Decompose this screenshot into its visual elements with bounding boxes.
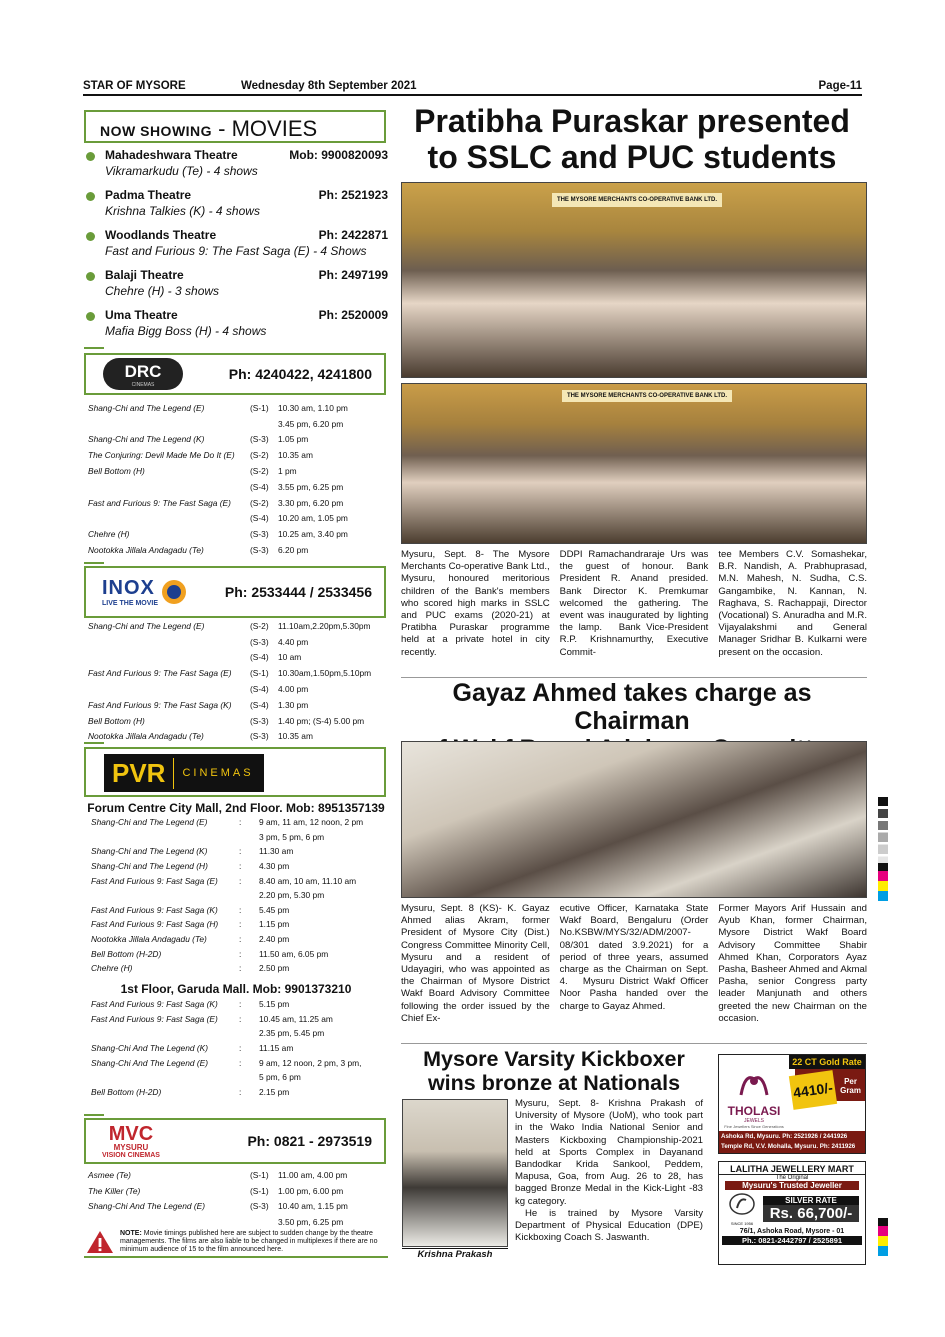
schedule-row (88, 479, 388, 495)
schedule-row (88, 650, 388, 666)
schedule-row (88, 1199, 388, 1215)
divider (401, 1043, 867, 1044)
schedule-row (88, 416, 388, 432)
schedule-row (88, 634, 388, 650)
film-title: The Killer (Te) (88, 1185, 141, 1196)
screen: (S-3) (250, 731, 269, 742)
showtimes: 2.40 pm (259, 934, 290, 945)
schedule-row (88, 400, 388, 416)
showtimes: 10.45 am, 11.25 am (259, 1013, 333, 1024)
schedule-row (88, 713, 388, 729)
screen: : (239, 948, 242, 959)
schedule-row (88, 665, 388, 681)
screen: : (239, 861, 242, 872)
film-title: Fast And Furious 9: Fast Saga (E) (91, 1013, 218, 1024)
showtimes: 1.15 pm (259, 919, 290, 930)
page-number: Page-11 (818, 80, 862, 92)
film-title: Shang-Chi and The Legend (E) (91, 817, 208, 828)
film-title: Fast And Furious 9: Fast Saga (E) (91, 875, 218, 886)
now-showing-banner: NOW SHOWING - MOVIES (84, 110, 386, 143)
showtimes: 2.50 pm (259, 963, 290, 974)
film-title: Fast And Furious 9: The Fast Saga (K) (88, 699, 232, 710)
showtimes: 10.30am,1.50pm,5.10pm (278, 668, 372, 679)
svg-text:DRC: DRC (124, 362, 162, 381)
showtimes: 3.30 pm, 6.20 pm (278, 497, 344, 508)
showtimes: 9 am, 12 noon, 2 pm, 3 pm, (259, 1057, 362, 1068)
showtimes: 11.10am,2.20pm,5.30pm (278, 620, 371, 631)
film-title: Shang-Chi and The Legend (E) (88, 620, 205, 631)
showtimes: 11.30 am (259, 846, 294, 857)
inox-logo: INOX LIVE THE MOVIE (102, 577, 187, 607)
screen: (S-2) (250, 620, 269, 631)
inox-globe-icon (161, 579, 187, 605)
theatre-row (105, 148, 388, 162)
film-title: Fast And Furious 9: Fast Saga (K) (91, 904, 218, 915)
film-title: Shang-Chi and The Legend (K) (91, 846, 208, 857)
schedule-row (91, 1085, 391, 1100)
schedule-row (88, 1167, 388, 1183)
theatre-show: Vikramarkudu (Te) - 4 shows (105, 164, 258, 178)
theatre-row (105, 228, 388, 242)
showtimes: 10.25 am, 3.40 pm (278, 529, 348, 540)
schedule-row (88, 729, 388, 745)
screen: (S-4) (250, 699, 269, 710)
screen: (S-4) (250, 513, 269, 524)
showtimes: 3.55 pm, 6.25 pm (278, 481, 344, 492)
theatre-row (105, 268, 388, 282)
showtimes: 2.20 pm, 5.30 pm (259, 890, 325, 901)
film-title: Fast And Furious 9: Fast Saga (H) (91, 919, 219, 930)
film-title: Fast and Furious 9: The Fast Saga (E) (88, 497, 231, 508)
screen: (S-2) (250, 450, 269, 461)
divider (84, 562, 104, 564)
theatre-row (105, 308, 388, 322)
theatre-show: Krishna Talkies (K) - 4 shows (105, 204, 260, 218)
screen: (S-3) (250, 545, 269, 556)
pvr-forum-schedule (91, 815, 391, 976)
story1-headline: Pratibha Puraskar presented to SSLC and PUC students (414, 103, 850, 175)
story3-headline: Mysore Varsity Kickboxer wins bronze at Nationals (423, 1047, 685, 1096)
screen: : (239, 963, 242, 974)
chairman-photo (401, 741, 867, 898)
drc-banner (84, 353, 386, 395)
mvc-logo: MVC MYSURU VISION CINEMAS (102, 1122, 160, 1159)
showtimes: 10.35 am (278, 731, 313, 742)
schedule-row (91, 1070, 391, 1085)
theatre-name: Padma Theatre (105, 188, 192, 202)
theatre-name: Balaji Theatre (105, 268, 184, 282)
schedule-row (88, 495, 388, 511)
film-title: Shang-Chi And The Legend (E) (91, 1057, 209, 1068)
film-title: Shang-Chi and The Legend (E) (88, 402, 205, 413)
pvr-garuda-schedule (91, 997, 391, 1099)
screen: (S-1) (250, 1185, 269, 1196)
theatre-item (84, 228, 388, 268)
film-title: Nootokka Jillala Andagadu (Te) (91, 934, 207, 945)
theatre-item (84, 308, 388, 348)
schedule-row (91, 917, 391, 932)
theatre-phone: Ph: 2497199 (318, 268, 388, 282)
showtimes: 9 am, 11 am, 12 noon, 2 pm (259, 817, 364, 828)
theatre-show: Mafia Bigg Boss (H) - 4 shows (105, 324, 267, 338)
film-title: Chehre (H) (91, 963, 133, 974)
screen: (S-1) (250, 668, 269, 679)
showtimes: 1.05 pm (278, 434, 309, 445)
schedule-row (88, 542, 388, 558)
film-title: Shang-Chi and The Legend (H) (91, 861, 208, 872)
theatre-phone: Ph: 2521923 (318, 188, 388, 202)
registration-marks (878, 1218, 888, 1256)
schedule-row (91, 932, 391, 947)
schedule-row (88, 618, 388, 634)
screen: : (239, 846, 242, 857)
showtimes: 5.45 pm (259, 904, 290, 915)
schedule-row (88, 511, 388, 527)
film-title: Bell Bottom (H-2D) (91, 948, 162, 959)
theatre-phone: Ph: 2520009 (318, 308, 388, 322)
screen: : (239, 875, 242, 886)
film-title: Nootokka Jillala Andagadu (Te) (88, 545, 204, 556)
theatre-name: Uma Theatre (105, 308, 178, 322)
lalitha-silver-ad: LALITHA JEWELLERY MART The Original Mysuru's Trusted Jeweller SINCE 1956 SILVER RATE Rs. 66,700/- 76/1, Ashoka Road, Mysore - 01 Ph.: 0821-2442797 / 2525891 (718, 1161, 866, 1265)
showtimes: 11.50 am, 6.05 pm (259, 948, 329, 959)
theatre-list (84, 148, 388, 348)
photo-caption: Krishna Prakash (402, 1248, 508, 1260)
schedule-row (91, 859, 391, 874)
newspaper-name: STAR OF MYSORE (83, 80, 186, 92)
screen: : (239, 999, 242, 1010)
divider (84, 1114, 104, 1116)
schedule-row (91, 1055, 391, 1070)
theatre-item (84, 268, 388, 308)
showtimes: 1 pm (278, 466, 297, 477)
showtimes: 4.40 pm (278, 636, 309, 647)
film-title: Bell Bottom (H-2D) (91, 1086, 162, 1097)
screen: (S-1) (250, 402, 269, 413)
showtimes: 5.15 pm (259, 999, 290, 1010)
theatre-name: Woodlands Theatre (105, 228, 217, 242)
inox-phone: Ph: 2533444 / 2533456 (224, 584, 372, 600)
screen: : (239, 919, 242, 930)
warning-icon (86, 1230, 114, 1254)
kickboxer-photo (402, 1099, 508, 1247)
screen: (S-3) (250, 529, 269, 540)
showtimes: 1.30 pm (278, 699, 309, 710)
theatre-phone: Ph: 2422871 (318, 228, 388, 242)
story1-body: Mysuru, Sept. 8- The Mysore Merchants Co-operative Bank Ltd., Mysuru, honoured meritorious children of the Bank's members who scored high marks in SSLC and PUC exams (2020-21) at Pratibha Puraskar programme held at a private hotel in city recently. DDPI Ramachandraraje Urs was the guest of honour. Bank President R. Anand presided. Bank Director K. Premkumar welcomed the gathering. The event was inaugurated by lighting the lamp. Bank Vice-President R.P. Krishnamurthy, Executive Commit- tee Members C.V. Somashekar, B.R. Nandish, A. Prabhuprasad, M.N. Mahesh, N. Sudha, C.S. Gangambike, N. Kannan, N. Raghava, S. Rachappaji, Director (Vocational) S. Anuradha and M.R. Vijayalakshmi and General Manager Sridhar B. Kulkarni were present on the occasion. (401, 549, 868, 658)
showtimes: 5 pm, 6 pm (259, 1072, 301, 1083)
screen: (S-3) (250, 1201, 269, 1212)
theatre-name: Mahadeshwara Theatre (105, 148, 238, 162)
schedule-row (91, 1026, 391, 1041)
showtimes: 10.40 am, 1.15 pm (278, 1201, 348, 1212)
story3-body: Mysuru, Sept. 8- Krishna Prakash of University of Mysore (UoM), who took part in the Wako India National Senior and Masters Kickboxing Championship-2021 held at Sports Complex in Dayanand Bandodkar Krida Sankool, Peddem, Mapusa, Goa, from Aug. 26 to 28, has bagged Bronze Medal in the Kick-Light -83 kg category. He is trained by Mysore Varsity Department of Physical Education (DPE) Kickboxing Coach S. Jaswanth. (515, 1098, 703, 1244)
showtimes: 10.20 am, 1.05 pm (278, 513, 348, 524)
theatre-show: Chehre (H) - 3 shows (105, 284, 220, 298)
award-photo-1: THE MYSORE MERCHANTS CO-OPERATIVE BANK LTD. (401, 182, 867, 378)
screen: : (239, 934, 242, 945)
schedule-row (88, 697, 388, 713)
film-title: Bell Bottom (H) (88, 466, 145, 477)
screen: (S-3) (250, 636, 269, 647)
screen: : (239, 817, 242, 828)
theatre-item (84, 148, 388, 188)
showtimes: 4.00 pm (278, 684, 309, 695)
story2-body: Mysuru, Sept. 8 (KS)- K. Gayaz Ahmed alias Akram, former President of Mysore City (Dist.) Congress Committee Minority Cell, Mysuru and a resident of Udayagiri, who was appointed as the Chairman of Mysore District Wakf Board Advisory Committee following the order issued by the Chief Ex- ecutive Officer, Karnataka State Wakf Board, Bengaluru (Order No.KSBW/MYS/32/ADM/2007-08/301 dated 3.9.2021) for a period of three years, assumed charge as the Chairman on Sept. 4. Mysuru District Wakf Officer Noor Pasha handed over the charge to Gayaz Ahmed. Former Mayors Arif Hussain and Ayub Khan, former Chairman, Mysore District Wakf Board Advisory Committee Shabir Ahmed Khan, Corporators Ayaz Pasha, Basheer Ahmed and Akmal Pasha, senior Congress party leader Manjunath and others greeted the new Chairman on the occasion. (401, 903, 868, 1024)
schedule-row (88, 1183, 388, 1199)
theatre-show: Fast and Furious 9: The Fast Saga (E) - 4 Shows (105, 244, 367, 258)
film-title: Shang-Chi And The Legend (K) (91, 1043, 209, 1054)
showtimes: 10 am (278, 652, 302, 663)
film-title: Asmee (Te) (88, 1169, 131, 1180)
film-title: Shang-Chi and The Legend (K) (88, 434, 205, 445)
page-header (83, 80, 862, 96)
schedule-row (91, 961, 391, 976)
film-title: Chehre (H) (88, 529, 130, 540)
showtimes: 1.00 pm, 6.00 pm (278, 1185, 344, 1196)
showtimes: 10.30 am, 1.10 pm (278, 402, 348, 413)
screen: (S-2) (250, 466, 269, 477)
schedule-row (91, 1012, 391, 1027)
showtimes: 6.20 pm (278, 545, 309, 556)
mvc-banner (84, 1118, 386, 1164)
award-photo-2: THE MYSORE MERCHANTS CO-OPERATIVE BANK LTD. (401, 383, 867, 544)
showtimes: 2.15 pm (259, 1086, 290, 1097)
showtimes: 8.40 am, 10 am, 11.10 am (259, 875, 357, 886)
schedule-row (88, 681, 388, 697)
screen: (S-1) (250, 1169, 269, 1180)
mvc-schedule (88, 1167, 388, 1230)
schedule-row (91, 815, 391, 830)
lalitha-logo-icon (728, 1192, 756, 1216)
divider (84, 742, 104, 744)
divider (401, 677, 867, 678)
showtimes: 1.40 pm; (S-4) 5.00 pm (278, 715, 365, 726)
schedule-row (91, 873, 391, 888)
schedule-row (91, 844, 391, 859)
tholasi-logo-icon (737, 1069, 771, 1099)
screen: (S-4) (250, 652, 269, 663)
story2-headline: Gayaz Ahmed takes charge as Chairman (452, 679, 812, 735)
theatre-row (105, 188, 388, 202)
drc-schedule (88, 400, 388, 558)
svg-text:CINEMAS: CINEMAS (131, 382, 155, 388)
schedule-row (88, 432, 388, 448)
divider (84, 1256, 388, 1258)
film-title: The Conjuring: Devil Made Me Do It (E) (88, 450, 235, 461)
schedule-row (88, 463, 388, 479)
schedule-row (91, 903, 391, 918)
showtimes: 2.35 pm, 5.45 pm (259, 1028, 325, 1039)
inox-schedule (88, 618, 388, 744)
theatre-phone: Mob: 9900820093 (289, 148, 388, 162)
screen: (S-3) (250, 434, 269, 445)
screen: : (239, 1013, 242, 1024)
schedule-row (91, 946, 391, 961)
screen: : (239, 904, 242, 915)
film-title: Nootokka Jillala Andagadu (Te) (88, 731, 204, 742)
divider (84, 347, 104, 349)
showtimes: 3.50 pm, 6.25 pm (278, 1217, 344, 1228)
film-title: Fast And Furious 9: Fast Saga (K) (91, 999, 218, 1010)
pvr-forum-location: Forum Centre City Mall, 2nd Floor. Mob: 8951357139 (87, 801, 385, 815)
schedule-row (91, 888, 391, 903)
pvr-garuda-location: 1st Floor, Garuda Mall. Mob: 9901373210 (120, 982, 352, 996)
screen: (S-3) (250, 715, 269, 726)
theatre-item (84, 188, 388, 228)
registration-marks (878, 797, 888, 901)
showtimes: 11.00 am, 4.00 pm (278, 1169, 348, 1180)
tholasi-gold-ad: 22 CT Gold Rate THOLASI JEWELS Fine Jewellers Since Generations 4410/- Per Gram Ashoka Rd, Mysuru. Ph: 2521926 / 2441926 Temple Rd, V.V. Mohalla, Mysuru. Ph: 2411926 (718, 1054, 866, 1154)
screen: (S-4) (250, 481, 269, 492)
screen: (S-2) (250, 497, 269, 508)
screen: (S-4) (250, 684, 269, 695)
pvr-banner (84, 747, 386, 797)
showtimes: 3.45 pm, 6.20 pm (278, 418, 344, 429)
pvr-logo: PVR CINEMAS (104, 754, 264, 792)
showtimes: 4.30 pm (259, 861, 290, 872)
issue-date: Wednesday 8th September 2021 (241, 80, 417, 92)
drc-logo (102, 355, 184, 393)
screen: : (239, 1086, 242, 1097)
schedule-row (91, 997, 391, 1012)
film-title: Fast And Furious 9: The Fast Saga (E) (88, 668, 232, 679)
disclaimer-note: NOTE: Movie timings published here are subject to sudden change by the theatre managements. The films are also liable to be changed in multiplexes if there are no minimum audience of 15 to the film announced here. (86, 1230, 388, 1254)
schedule-row (91, 830, 391, 845)
screen: : (239, 1043, 242, 1054)
schedule-row (88, 1214, 388, 1230)
film-title: Bell Bottom (H) (88, 715, 145, 726)
showtimes: 10.35 am (278, 450, 313, 461)
showtimes: 11.15 am (259, 1043, 294, 1054)
film-title: Shang-Chi And The Legend (E) (88, 1201, 206, 1212)
schedule-row (91, 1041, 391, 1056)
drc-phone: Ph: 4240422, 4241800 (228, 366, 372, 382)
screen: : (239, 1057, 242, 1068)
inox-banner (84, 566, 386, 618)
schedule-row (88, 526, 388, 542)
showtimes: 3 pm, 5 pm, 6 pm (259, 831, 325, 842)
schedule-row (88, 447, 388, 463)
mvc-phone: Ph: 0821 - 2973519 (247, 1133, 372, 1149)
